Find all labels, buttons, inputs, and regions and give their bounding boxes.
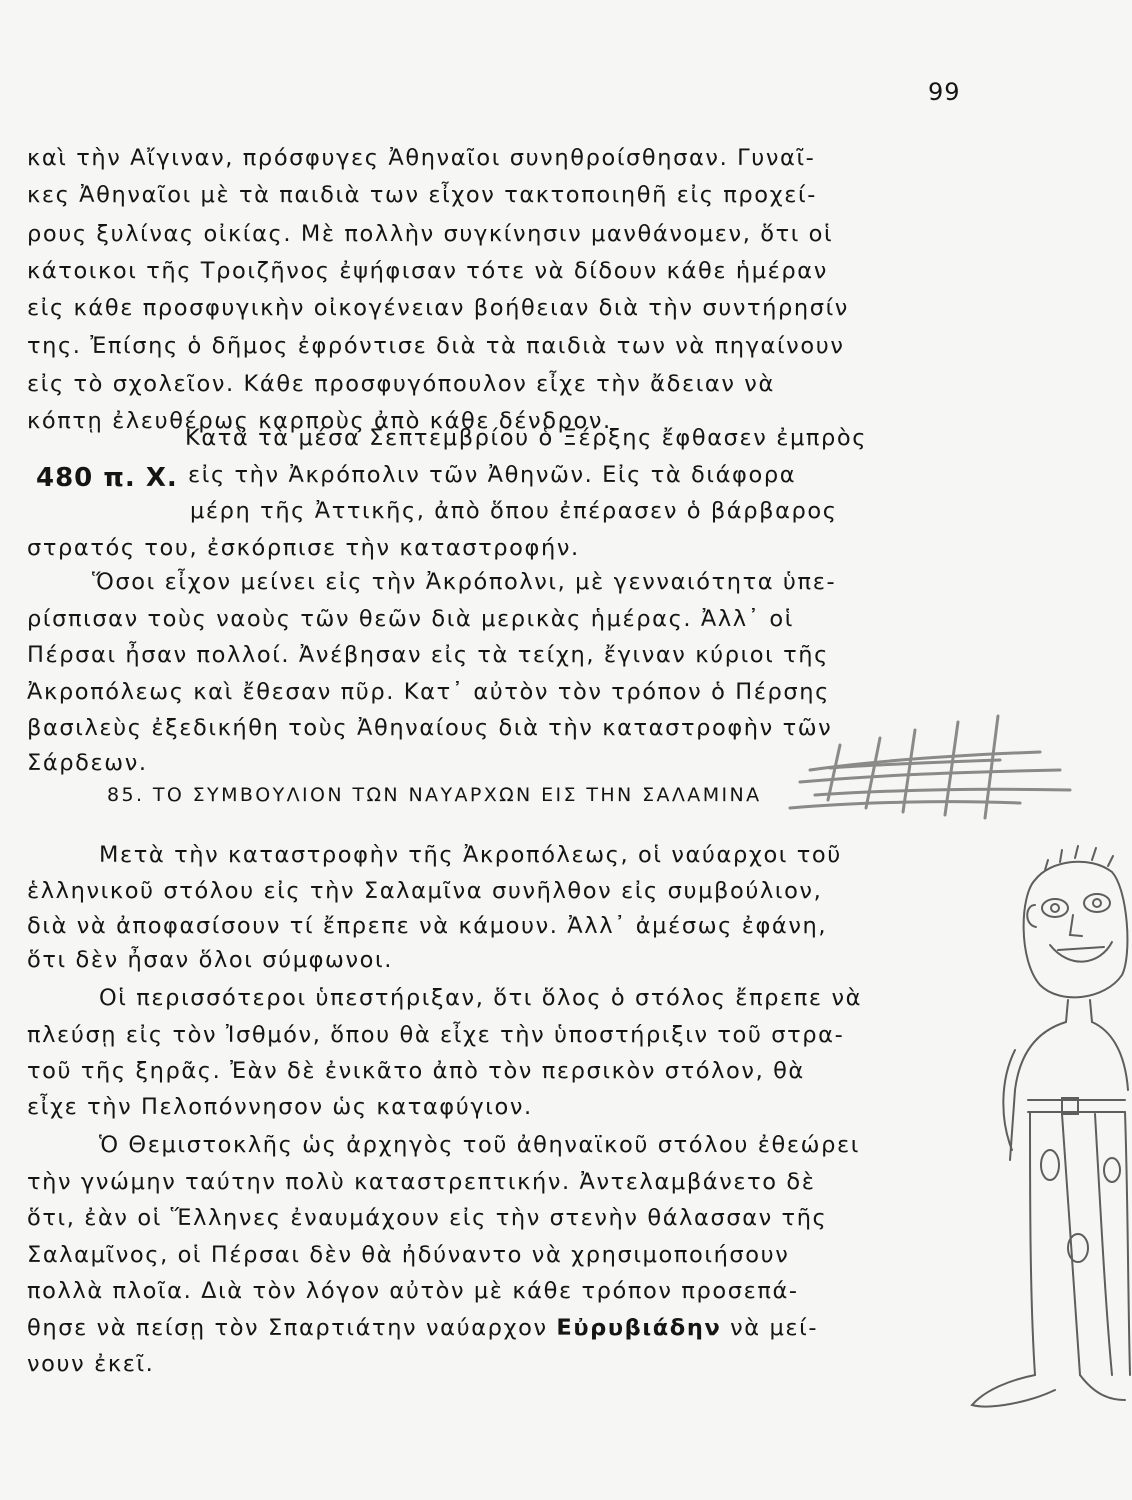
text-line: ρίσπισαν τοὺς ναοὺς τῶν θεῶν διὰ μερικὰς ἡμέρας. Ἀλλ᾿ οἱ (27, 606, 794, 632)
text-line: νουν ἐκεῖ. (27, 1351, 155, 1377)
text-line: τοῦ τῆς ξηρᾶς. Ἐὰν δὲ ἐνικᾶτο ἀπὸ τὸν περσικὸν στόλον, θὰ (27, 1058, 805, 1084)
text-line: ὅτι δὲν ἦσαν ὅλοι σύμφωνοι. (27, 947, 393, 973)
text-line: Κατὰ τὰ μέσα Σεπτεμβρίου ὁ Ξέρξης ἔφθασεν ἐμπρὸς (185, 425, 868, 451)
bold-name: Εὐρυβιάδην (556, 1315, 722, 1341)
text-line: ἑλληνικοῦ στόλου εἰς τὴν Σαλαμῖνα συνῆλθον εἰς συμβούλιον, (27, 878, 823, 904)
text-line: εἶχε τὴν Πελοπόννησον ὡς καταφύγιον. (27, 1094, 533, 1120)
text-line: στρατός του, ἐσκόρπισε τὴν καταστροφήν. (27, 535, 580, 561)
text-line: τὴν γνώμην ταύτην πολὺ καταστρεπτικήν. Ἀντελαμβάνετο δὲ (27, 1169, 816, 1195)
text-line: Ὅσοι εἶχον μείνει εἰς τὴν Ἀκρόπολνι, μὲ γενναιότητα ὑπε- (92, 569, 837, 595)
text-line: Ὁ Θεμιστοκλῆς ὡς ἀρχηγὸς τοῦ ἀθηναϊκοῦ στόλου ἐθεώρει (99, 1132, 860, 1158)
text-line: εἰς τὸ σχολεῖον. Κάθε προσφυγόπουλον εἶχε τὴν ἄδειαν νὰ (27, 371, 775, 397)
page-number: 99 (928, 78, 961, 106)
text-line: κόπτῃ ἐλευθέρως καρποὺς ἀπὸ κάθε δένδρον. (27, 408, 612, 434)
text-line: πλεύσῃ εἰς τὸν Ἰσθμόν, ὅπου θὰ εἶχε τὴν ὑποστήριξιν τοῦ στρα- (27, 1022, 845, 1048)
text-line: καὶ τὴν Αἴγιναν, πρόσφυγες Ἀθηναῖοι συνηθροίσθησαν. Γυναῖ- (27, 145, 816, 171)
text-line: κάτοικοι τῆς Τροιζῆνος ἐψήφισαν τότε νὰ δίδουν κάθε ἡμέραν (27, 258, 828, 284)
text-line: Ἀκροπόλεως καὶ ἔθεσαν πῦρ. Κατ᾿ αὐτὸν τὸν τρόπον ὁ Πέρσης (27, 679, 830, 705)
text-line: Σαλαμῖνος, οἱ Πέρσαι δὲν θὰ ἠδύναντο νὰ χρησιμοποιήσουν (27, 1242, 790, 1268)
text-line: Πέρσαι ἦσαν πολλοί. Ἀνέβησαν εἰς τὰ τείχη, ἔγιναν κύριοι τῆς (27, 642, 829, 668)
text-line: διὰ νὰ ἀποφασίσουν τί ἔπρεπε νὰ κάμουν. Ἀλλ᾿ ἀμέσως ἐφάνη, (27, 913, 828, 939)
text-line: Σάρδεων. (27, 750, 148, 776)
text-line: εἰς τὴν Ἀκρόπολιν τῶν Ἀθηνῶν. Εἰς τὰ διάφορα (188, 462, 797, 488)
text-line: ὅτι, ἐὰν οἱ Ἕλληνες ἐναυμάχουν εἰς τὴν στενὴν θάλασσαν τῆς (27, 1205, 828, 1231)
text-line: πολλὰ πλοῖα. Διὰ τὸν λόγον αὐτὸν μὲ κάθε τρόπον προσεπά- (27, 1278, 799, 1304)
text-line: μέρη τῆς Ἀττικῆς, ἀπὸ ὅπου ἐπέρασεν ὁ βάρβαρος (190, 498, 838, 524)
text-line: Μετὰ τὴν καταστροφὴν τῆς Ἀκροπόλεως, οἱ ναύαρχοι τοῦ (99, 842, 842, 868)
section-heading: 85. ΤΟ ΣΥΜΒΟΥΛΙΟΝ ΤΩΝ ΝΑΥΑΡΧΩΝ ΕΙΣ ΤΗΝ ΣΑΛΑΜΙΝΑ (107, 784, 762, 806)
text-line: εἰς κάθε προσφυγικὴν οἰκογένειαν βοήθειαν διὰ τὴν συντήρησίν (27, 295, 849, 321)
text-line: Οἱ περισσότεροι ὑπεστήριξαν, ὅτι ὅλος ὁ στόλος ἔπρεπε νὰ (99, 985, 863, 1011)
text-segment: νὰ μεί- (721, 1315, 819, 1341)
text-line: κες Ἀθηναῖοι μὲ τὰ παιδιὰ των εἶχον τακτοποιηθῆ εἰς προχεί- (27, 182, 817, 208)
text-segment: θησε νὰ πείσῃ τὸν Σπαρτιάτην ναύαρχον (27, 1315, 557, 1341)
text-line: της. Ἐπίσης ὁ δῆμος ἐφρόντισε διὰ τὰ παιδιὰ των νὰ πηγαίνουν (27, 333, 845, 359)
text-line (27, 1313, 818, 1343)
margin-date: 480 π. Χ. (36, 463, 178, 493)
text-line: ρους ξυλίνας οἰκίας. Μὲ πολλὴν συγκίνησιν μανθάνομεν, ὅτι οἱ (27, 221, 834, 247)
text-line: βασιλεὺς ἐξεδικήθη τοὺς Ἀθηναίους διὰ τὴν καταστροφὴν τῶν (27, 715, 833, 741)
